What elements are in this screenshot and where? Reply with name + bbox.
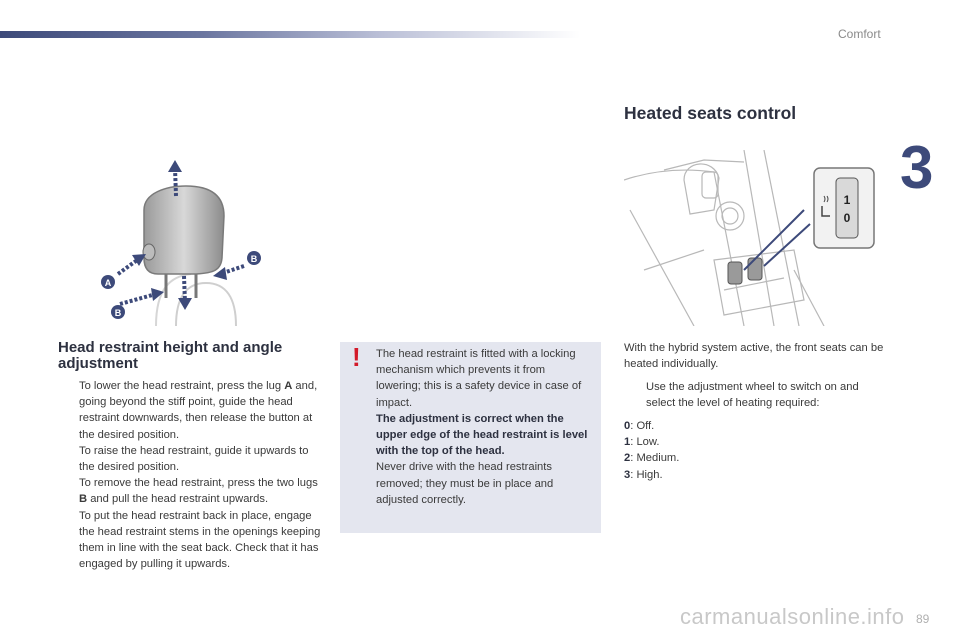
svg-text:A: A xyxy=(104,278,112,288)
headrest-section-title: Head restraint height and angle adjustment xyxy=(58,339,283,372)
label-b-upper-badge xyxy=(247,251,261,265)
list-item: 3: High. xyxy=(624,468,663,481)
heated-seats-title: Heated seats control xyxy=(624,103,797,123)
heat-wheel-inset xyxy=(814,168,874,248)
headrest-steps-list xyxy=(62,378,322,572)
heat-levels-list xyxy=(624,418,824,483)
label-a-badge xyxy=(101,275,115,289)
svg-text:B: B xyxy=(250,254,258,264)
list-item: To raise the head restraint, guide it upwards to the desired position. xyxy=(79,444,309,474)
lug-a-arrow-icon xyxy=(118,254,146,274)
list-item: 1: Low. xyxy=(624,436,660,449)
headrest-illustration xyxy=(96,158,276,326)
label-b-lower-badge xyxy=(111,305,125,319)
watermark-text: carmanualsonline.info xyxy=(680,604,905,629)
list-item: To lower the head restraint, press the lug A and, going beyond the stiff point, guide the head restraint downwards, then release the button at the desired position. xyxy=(79,380,318,441)
warning-exclamation-icon: ! xyxy=(352,342,361,372)
header-gradient-bar xyxy=(0,31,580,38)
heated-seats-intro: With the hybrid system active, the front seats can be heated individually. xyxy=(624,342,884,371)
section-label: Comfort xyxy=(838,27,881,41)
page-number: 89 xyxy=(916,612,930,626)
chapter-number: 3 xyxy=(900,134,934,201)
heated-seat-control-illustration xyxy=(624,150,880,326)
svg-text:0: 0 xyxy=(843,211,851,225)
down-arrow-icon xyxy=(178,276,192,310)
list-item: To remove the head restraint, press the two lugs B and pull the head restraint upwards. xyxy=(79,477,318,506)
seat-heat-button-right xyxy=(748,258,762,280)
list-item: 2: Medium. xyxy=(624,452,680,465)
list-item: To put the head restraint back in place, engage the head restraint stems in the openings keeping them in line with the seat back. Check that it has engaged by pulling it upwards. xyxy=(79,509,321,571)
lug-b-lower-arrow-icon xyxy=(120,288,164,304)
heated-seats-step: Use the adjustment wheel to switch on and select the level of heating required: xyxy=(646,381,859,410)
safety-note-text: The head restraint is fitted with a locking mechanism which prevents it from lowering; this is a safety device in case of impact. The adjustment is correct when the upper edge of the head restraint is level with the top of the head. Never drive with the head restraints removed; they must be in place and adjusted correctly. xyxy=(376,348,588,506)
svg-text:1: 1 xyxy=(843,193,851,207)
list-item: 0: Off. xyxy=(624,420,655,432)
seat-heat-button-left xyxy=(728,262,742,284)
svg-text:B: B xyxy=(114,308,122,318)
